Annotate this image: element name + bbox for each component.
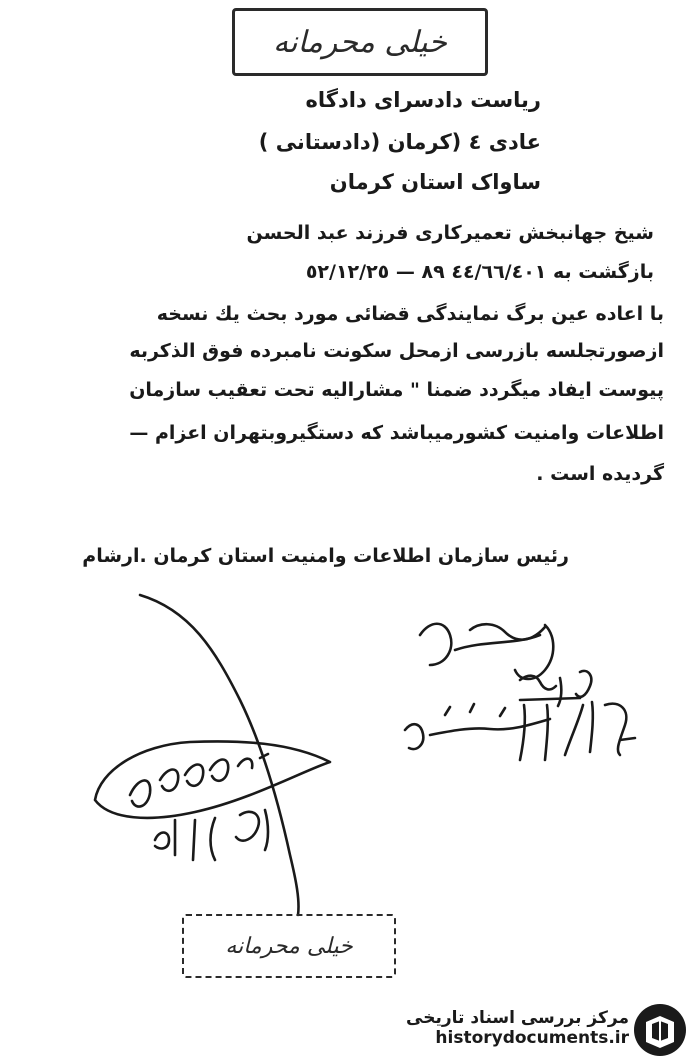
reference-line: بازگشت به ٤٤/٦٦/٤٠١ ٨٩ — ٥٢/١٢/٢٥ xyxy=(305,261,654,283)
watermark-url: historydocuments.ir xyxy=(435,1028,629,1048)
addressee-line-1: ریاست دادسرای دادگاه xyxy=(305,88,541,112)
stamp-top-text: خیلی محرمانه xyxy=(273,24,447,60)
archive-logo-icon xyxy=(632,1002,688,1058)
signature-line: رئیس سازمان اطلاعات وامنیت استان کرمان .ارشام xyxy=(82,545,569,567)
body-line-1: با اعاده عین برگ نمایندگی قضائی مورد بحث یك نسخه xyxy=(156,303,664,325)
addressee-line-2: عادی ٤ (کرمان (دادستانی ) xyxy=(258,130,541,154)
watermark-title: مرکز بررسی اسناد تاریخی xyxy=(406,1008,629,1028)
stamp-bottom-text: خیلی محرمانه xyxy=(225,933,353,959)
confidential-stamp-bottom xyxy=(182,914,396,978)
watermark xyxy=(406,1008,629,1048)
body-line-4: اطلاعات وامنیت کشورمیباشد که دستگیروبتهران اعزام — xyxy=(129,422,664,444)
body-line-3: پیوست ایفاد میگردد ضمنا " مشارالیه تحت تعقیب سازمان xyxy=(129,379,664,401)
addressee-line-3: ساواک استان کرمان xyxy=(329,170,541,194)
body-line-2: ازصورتجلسه بازرسی ازمحل سکونت نامبرده فوق الذکربه xyxy=(129,340,664,362)
body-line-5: گردیده است . xyxy=(536,463,664,485)
subject-line: شیخ جهانبخش تعمیرکاری فرزند عبد الحسن xyxy=(246,222,654,244)
